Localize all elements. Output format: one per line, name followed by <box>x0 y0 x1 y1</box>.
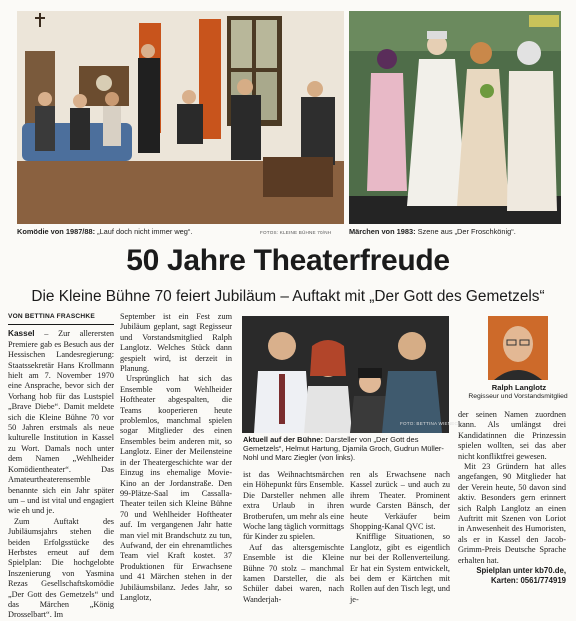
col1-p1-text: – Zur allerersten Premiere gab es Besuch aus der Hessischen Landesregierung: Staatssekretär Hans Krollmann hielt am 7. November 1970 eine Ansprache, bevor sich der Vorhang hob für das Lustspiel „Brave Diebe“. Damit meldete sich die Kleine Bühne 70 vor 50 Jahren erstmals als neue kulturelle Institution in Kassel zu Wort. Damals noch unter dem Namen „Wehlheider Komödientheater“. Das Amateurtheaterensemble benannte sich ein Jahr später um – und ist vital und engagiert wie eh und je. <box>8 329 114 516</box>
fairytale-scene-image <box>349 11 561 224</box>
ticket-phone-text: Karten: 0561/774919 <box>491 576 566 586</box>
article-column-2 <box>120 312 232 600</box>
article-column-3 <box>243 470 344 604</box>
portrait-name: Ralph Langlotz <box>491 383 547 392</box>
spielplan-info <box>458 566 566 586</box>
caption-left-text: „Lauf doch nicht immer weg“. <box>97 227 193 236</box>
photo-credit-center: FOTO: BETTINA WIENECKE <box>400 421 465 426</box>
byline: VON BETTINA FRASCHKE <box>8 313 95 320</box>
col4-paragraph-1: ren als Erwachsene nach Kassel zurück – und auch zu ihrem Theater. Prominent wurde Carsten Bänsch, der heute Verkäufer beim Shopping-Kanal QVC ist. <box>350 470 450 532</box>
col3-paragraph-1: ist das Weihnachtsmärchen ein Höhepunkt fürs Ensemble. Die Darsteller nehmen alle extra Urlaub in ihren Brotberufen, um mehr als eine Woche lang täglich vormittags für Kinder zu spielen. <box>243 470 344 542</box>
caption-center <box>243 435 449 469</box>
portrait-ralph-langlotz <box>488 316 548 380</box>
col2-paragraph-1: September ist ein Fest zum Jubiläum geplant, sagt Regisseur und Vorstandsmitglied Ralph Langlotz. Welches Stück dann gespielt wird, ist derzeit in Planung. <box>120 312 232 374</box>
comedy-scene-image <box>17 11 344 224</box>
subheadline: Die Kleine Bühne 70 feiert Jubiläum – Auftakt mit „Der Gott des Gemetzels“ <box>31 288 545 305</box>
article-column-1 <box>8 312 114 620</box>
col4-paragraph-2: Knifflige Situationen, so Langlotz, gibt es eigentlich nur bei der Rollenverteilung. Er hat ein System entwickelt, bei dem er Kärtchen mit Rollen auf den Tisch legt, und je- <box>350 532 450 604</box>
col3-paragraph-2: Auf das altersgemischte Ensemble ist die Kleine Bühne 70 stolz – manchmal kamen Darsteller, die als Schüler dabei waren, nach Wanderjah- <box>243 542 344 604</box>
caption-left-prefix: Komödie von 1987/88: <box>17 227 96 236</box>
caption-right-prefix: Märchen von 1983: <box>349 227 416 236</box>
byline-rule <box>8 324 114 325</box>
caption-center-prefix: Aktuell auf der Bühne: <box>243 435 324 444</box>
col1-paragraph-2: Zum Auftakt des Jubiläumsjahrs stehen die beiden Erfolgsstücke des Herbstes erneut auf dem Spielplan: Die hochgelobte Inszenierung von Yasmina Rezas Gesellschaftskomödie „Der Gott des Gemetzels“ und das Märchen „König Drosselbart“. Im <box>8 516 114 620</box>
col5-paragraph-2: Mit 23 Gründern hat alles angefangen, 90 Mitglieder hat der Verein heute, 50 davon sind aktiv. Besonders gern erinnert sich Ralph Langlotz an einen Auftritt mit Szenen von Loriot in Anwesenheit des Humoristen, als er in Kassel den Jacob-Grimm-Preis Deutsche Sprache erhalten hat. <box>458 462 566 565</box>
col2-paragraph-2: Ursprünglich hat sich das Ensemble vom Wehlheider Hoftheater abgespalten, die Teams kooperieren heute problemlos, manchmal spielen sogar Mitglieder des einen Ensembles beim anderen mit, so Langlotz. Einer der Meilensteine in der Theatergeschichte war der Einzug ins ehemalige Movie-Kino an der Jordanstraße. Den 99-Plätze-Saal im Cassalla-Theater teilen sich Kleine Bühne 70 und Wehlheider Hoftheater auf. Im vergangenen Jahr hatte man viel mit Brandschutz zu tun, Aufwand, der ein ehrenamtliches Team viel Kraft kostet. 37 Produktionen für Erwachsene und 41 Märchen stehen in der Jubiläumsbilanz. Jedes Jahr, so Langlotz, <box>120 374 232 602</box>
article-column-4 <box>350 470 450 604</box>
caption-center-text: Darsteller von „Der Gott des Gemetzels“, Helmut Hartung, Djamila Groch, Gudrun Müller-Nohl und Marc Ziegler (von links). <box>243 435 444 463</box>
dateline: Kassel <box>8 329 35 339</box>
col1-paragraph-1 <box>8 329 114 516</box>
caption-right <box>349 227 516 236</box>
photo-comedy-1987 <box>17 11 344 224</box>
headline: 50 Jahre Theaterfreude <box>126 244 450 277</box>
photo-credit-top: FOTOS: KLEINE BÜHNE 70/NH <box>260 230 332 235</box>
caption-right-text: Szene aus „Der Froschkönig“. <box>417 227 516 236</box>
cast-photo-image <box>242 316 449 433</box>
portrait-title: Regisseur und Vorstandsmitglied <box>468 393 568 400</box>
col5-paragraph-1: der seinen Namen zuordnen kann. Als umlängst drei Kandidatinnen die Prinzessin spielen wollten, sei das aber nicht konfliktfrei gewesen. <box>458 410 566 461</box>
photo-fairytale-1983 <box>349 11 561 224</box>
portrait-image <box>488 316 548 380</box>
article-column-5 <box>458 410 566 600</box>
photo-current-cast <box>242 316 449 433</box>
caption-left <box>17 227 192 236</box>
spielplan-link-text: Spielplan unter kb70.de, <box>476 566 566 576</box>
